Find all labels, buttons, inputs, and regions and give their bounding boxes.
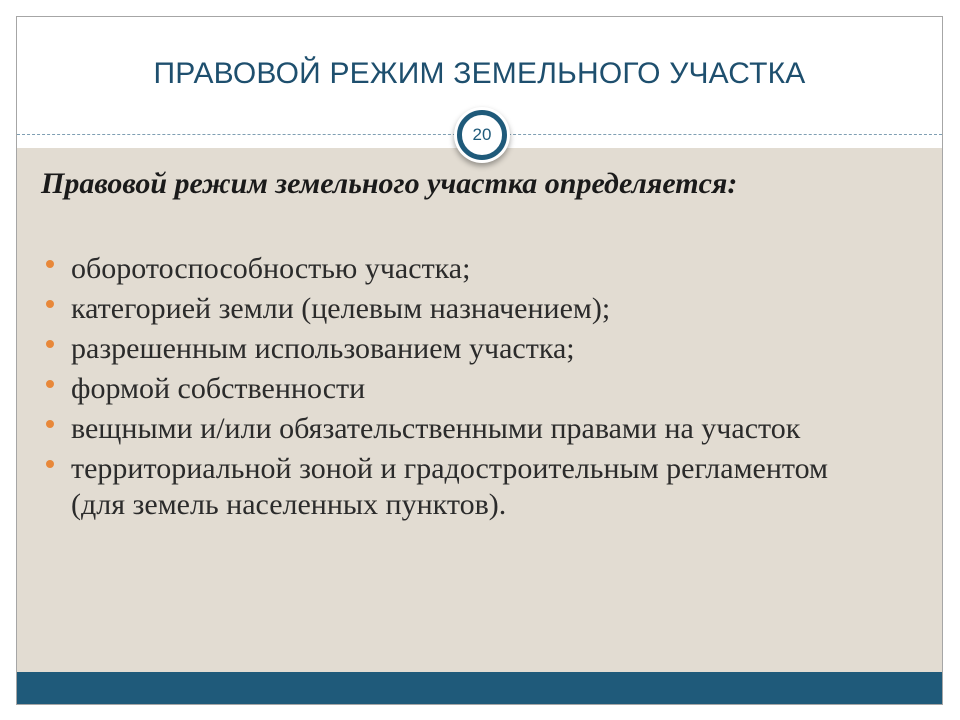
bullet-dot-icon (46, 380, 54, 388)
bullet-text: оборотоспособностью участка; (71, 252, 471, 285)
bullet-text: вещными и/или обязательственными правами на участок (71, 412, 801, 445)
bullet-dot-icon (46, 260, 54, 268)
bullet-item (41, 371, 881, 407)
content-heading: Правовой режим земельного участка определяется: (41, 167, 738, 200)
bullet-item (41, 331, 881, 367)
bullet-item (41, 251, 881, 287)
bullet-dot-icon (46, 300, 54, 308)
bullet-item (41, 411, 881, 447)
bullet-list (41, 251, 881, 527)
bullet-text: категорией земли (целевым назначением); (71, 292, 611, 325)
bullet-text: разрешенным использованием участка; (71, 332, 575, 365)
bullet-dot-icon (46, 340, 54, 348)
bullet-item (41, 291, 881, 327)
footer-bar (17, 672, 942, 705)
bullet-text: формой собственности (71, 372, 366, 405)
slide-title: ПРАВОВОЙ РЕЖИМ ЗЕМЕЛЬНОГО УЧАСТКА (153, 57, 806, 90)
page-number-badge: 20 (457, 110, 507, 160)
bullet-dot-icon (46, 420, 54, 428)
slide (16, 16, 943, 705)
bullet-text: территориальной зоной и градостроительным регламентом (для земель населенных пунктов). (71, 452, 829, 521)
bullet-dot-icon (46, 460, 54, 468)
bullet-item (41, 451, 881, 523)
